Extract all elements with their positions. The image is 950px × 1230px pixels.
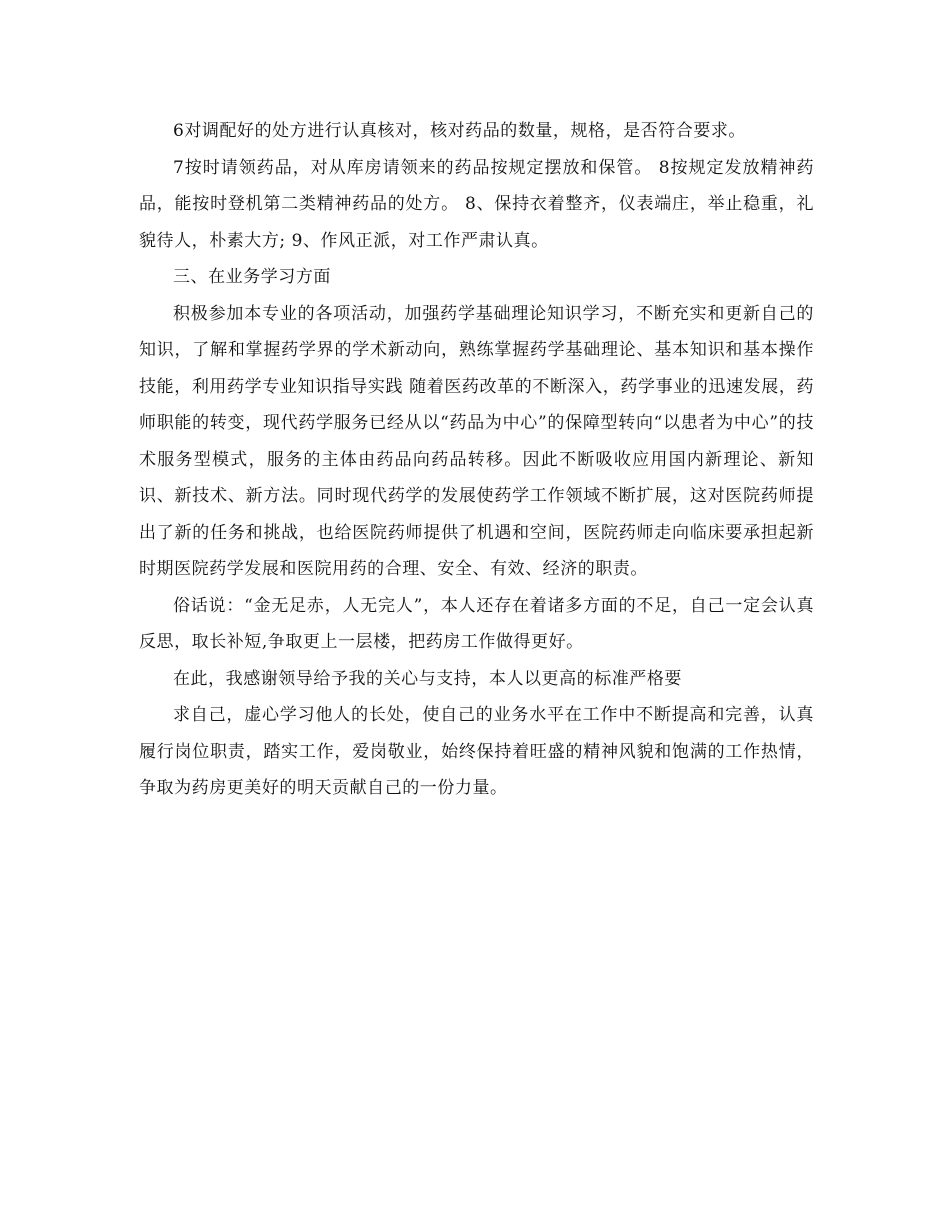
section-heading-business-study: 三、在业务学习方面 bbox=[173, 267, 331, 287]
document-body bbox=[139, 113, 814, 807]
paragraph-self-reflection: 俗话说：“金无足赤，人无完人”，本人还存在着诸多方面的不足，自己一定会认真反思，取长补短,争取更上一层楼，把药房工作做得更好。 bbox=[139, 595, 814, 652]
paragraph-dispensing-check: 6对调配好的处方进行认真核对，核对药品的数量，规格，是否符合要求。 bbox=[173, 121, 746, 141]
paragraph-drug-requisition: 7按时请领药品，对从库房请领来的药品按规定摆放和保管。 8按规定发放精神药品，能按时登机第二类精神药品的处方。 8、保持衣着整齐，仪表端庄，举止稳重，礼貌待人，朴素大方; 9、作风正派，对工作严肃认真。 bbox=[139, 157, 814, 251]
paragraph-professional-learning: 积极参加本专业的各项活动，加强药学基础理论知识学习，不断充实和更新自己的知识，了解和掌握药学界的学术新动向，熟练掌握药学基础理论、基本知识和基本操作技能，利用药学专业知识指导实践 随着医药改革的不断深入，药学事业的迅速发展，药师职能的转变，现代药学服务已经从以“药品为中心”的保障型转向“以患者为中心”的技术服务型模式，服务的主体由药品向药品转移。因此不断吸收应用国内新理论、新知识、新技术、新方法。同时现代药学的发展使药学工作领域不断扩展，这对医院药师提出了新的任务和挑战，也给医院药师提供了机遇和空间，医院药师走向临床要承担起新时期医院药学发展和医院用药的合理、安全、有效、经济的职责。 bbox=[139, 303, 814, 579]
paragraph-thanks: 在此，我感谢领导给予我的关心与支持，本人以更高的标准严格要 bbox=[173, 668, 682, 689]
paragraph-closing: 求自己，虚心学习他人的长处，使自己的业务水平在工作中不断提高和完善，认真履行岗位职责，踏实工作，爱岗敬业，始终保持着旺盛的精神风貌和饱满的工作热情，争取为药房更美好的明天贡献自己的一份力量。 bbox=[139, 705, 814, 798]
